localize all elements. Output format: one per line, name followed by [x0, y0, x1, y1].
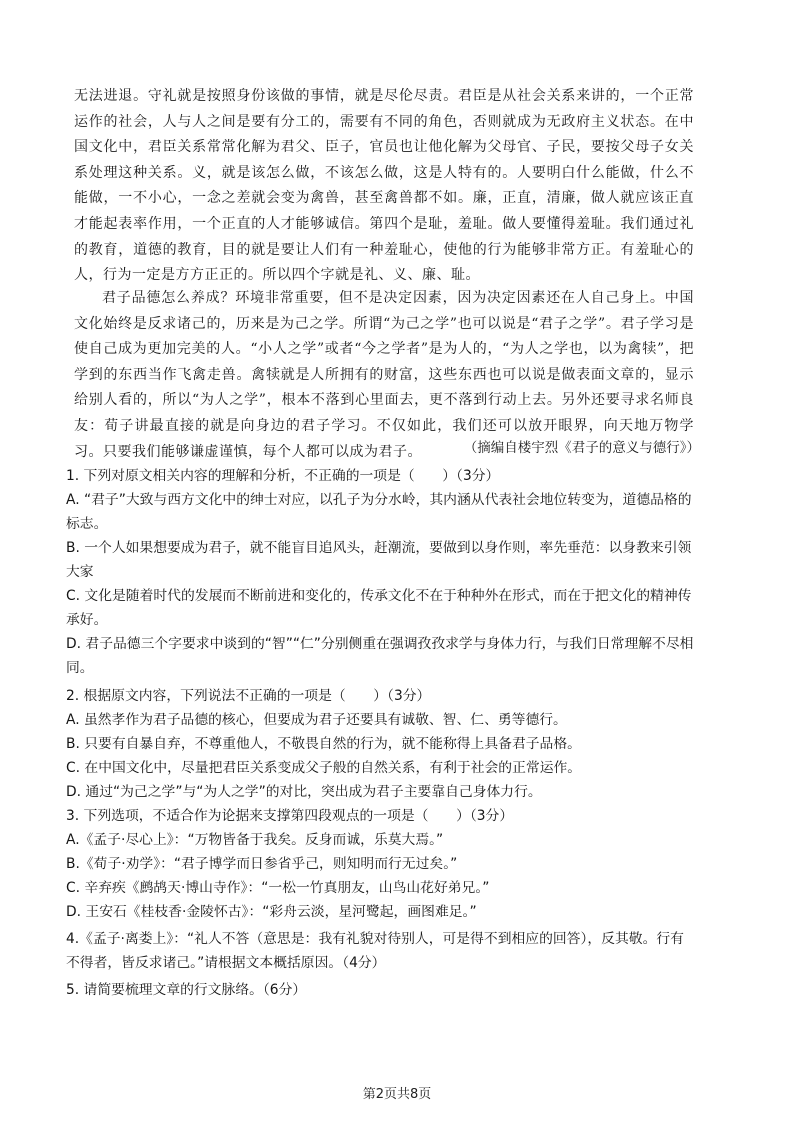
question-5: [66, 978, 696, 1002]
option-d: D. 王安石《桂枝香·金陵怀古》：“彩舟云淡，星河鹭起，画图难足。”: [66, 904, 477, 920]
question-stem: 1. 下列对原文相关内容的理解和分析，不正确的一项是（ ）（3分）: [66, 468, 500, 484]
option-c: C. 文化是随着时代的发展而不断前进和变化的，传承文化不在于种种外在形式，而在于把文化的精神传承好。: [66, 588, 692, 628]
option-a: A. “君子”大致与西方文化中的绅士对应，以孔子为分水岭，其内涵从代表社会地位转变为，道德品格的标志。: [66, 492, 692, 532]
option-d: D. 通过“为己之学”与“为人之学”的对比，突出成为君子主要靠自己身体力行。: [66, 784, 542, 800]
question-stem: 5. 请简要梳理文章的行文脉络。（6分）: [66, 982, 307, 998]
page-number: 第2页共8页: [362, 1087, 432, 1102]
question-stem: 4.《孟子·离娄上》：“礼人不答（意思是：我有礼貌对待别人，可是得不到相应的回答），反其敬。行有不得者，皆反求诸己。”请根据文本概括原因。（4分）: [66, 931, 684, 971]
option-b: B. 一个人如果想要成为君子，就不能盲目追风头，赶潮流，要做到以身作则，率先垂范：以身教来引领大家: [66, 540, 692, 580]
passage-paragraph-1: [74, 84, 694, 289]
passage-text: 君子品德怎么养成？环境非常重要，但不是决定因素，因为决定因素还在人自己身上。中国文化始终是反求诸己的，历来是为己之学。所谓“为己之学”也可以说是“君子之学”。君子学习是使自己成为更加完美的人。“小人之学”或者“今之学者”是为人的，“为人之学也，以为禽犊”，把学到的东西当作飞禽走兽。禽犊就是人所拥有的财富，这些东西也可以说是做表面文章的，显示给别人看的，所以“为人之学”，根本不落到心里面去，更不落到行动上去。另外还要寻求名师良友：荀子讲最直接的就是向身边的君子学习。不仅如此，我们还可以放开眼界，向天地万物学习。只要我们能够谦虚谨慎，每个人都可以成为君子。: [74, 290, 694, 460]
option-c: C. 在中国文化中，尽量把君臣关系变成父子般的自然关系，有利于社会的正常运作。: [66, 760, 582, 776]
question-stem: 2. 根据原文内容，下列说法不正确的一项是（ ）（3分）: [66, 688, 431, 704]
option-b: B.《荀子·劝学》：“君子博学而日参省乎己，则知明而行无过矣。”: [66, 856, 458, 872]
source-citation: （摘编自楼宇烈《君子的意义与德行》）: [463, 440, 700, 456]
option-b: B. 只要有自暴自弃，不尊重他人，不敬畏自然的行为，就不能称得上具备君子品格。: [66, 736, 581, 752]
option-a: A.《孟子·尽心上》：“万物皆备于我矣。反身而诚，乐莫大焉。”: [66, 832, 444, 848]
question-1: [66, 464, 696, 680]
question-2: [66, 684, 696, 804]
passage-text: 无法进退。守礼就是按照身份该做的事情，就是尽伦尽责。君臣是从社会关系来讲的，一个正常运作的社会，人与人之间是要有分工的，需要有不同的角色，否则就成为无政府主义状态。在中国文化中，君臣关系常常化解为君父、臣子，官员也让他化解为父母官、子民，要按父母子女关系处理这种关系。义，就是该怎么做，不该怎么做，这是人特有的。人要明白什么能做，什么不能做，一不小心，一念之差就会变为禽兽，甚至禽兽都不如。廉，正直，清廉，做人就应该正直才能起表率作用，一个正直的人才能够诚信。第四个是耻，羞耻。做人要懂得羞耻。我们通过礼的教育，道德的教育，目的就是要让人们有一种羞耻心，使他的行为能够非常方正。有羞耻心的人，行为一定是方方正正的。所以四个字就是礼、义、廉、耻。: [74, 88, 694, 284]
question-stem: 3. 下列选项，不适合作为论据来支撑第四段观点的一项是（ ）（3分）: [66, 808, 514, 824]
option-c: C. 辛弃疾《鹧鸪天·博山寺作》：“一松一竹真朋友，山鸟山花好弟兄。”: [66, 880, 490, 896]
option-a: A. 虽然孝作为君子品德的核心，但要成为君子还要具有诚敬、智、仁、勇等德行。: [66, 712, 567, 728]
question-3: [66, 804, 696, 924]
question-4: [66, 927, 696, 975]
option-d: D. 君子品德三个字要求中谈到的“智”“仁”分别侧重在强调孜孜求学与身体力行，与我们日常理解不尽相同。: [66, 636, 694, 676]
